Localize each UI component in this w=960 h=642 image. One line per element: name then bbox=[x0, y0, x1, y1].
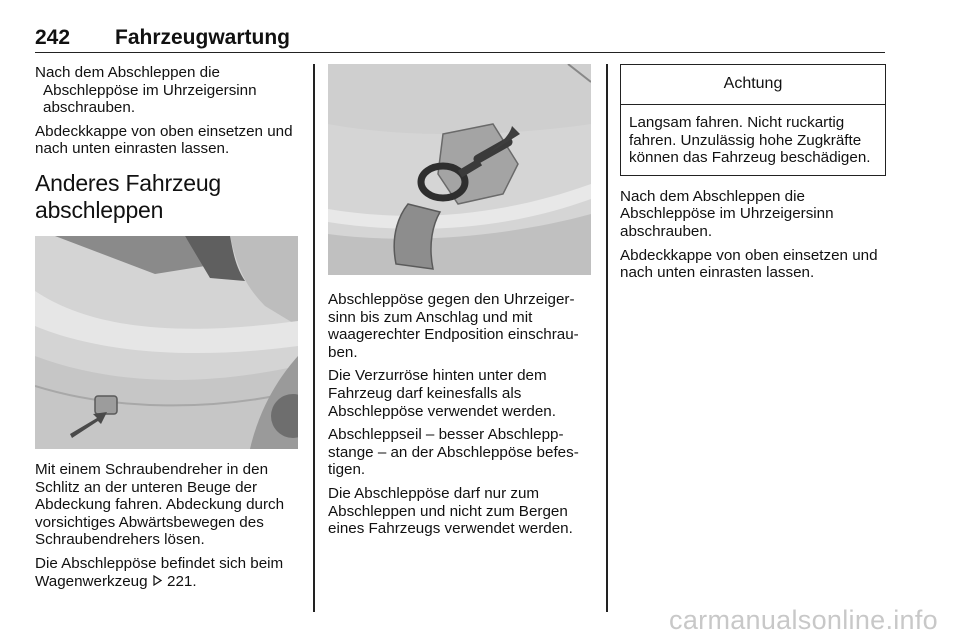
column-left bbox=[35, 64, 300, 596]
section-heading: Anderes Fahrzeug abschleppen bbox=[35, 169, 222, 223]
paragraph-with-reference: Die Abschleppöse befindet sich beim Wagenwerkzeug 221. bbox=[35, 554, 284, 590]
paragraph: Abdeckkappe von oben einsetzen und nach unten einrasten lassen. bbox=[620, 246, 878, 282]
page-number: 242 bbox=[35, 26, 71, 49]
watermark: carmanualsonline.info bbox=[669, 605, 938, 635]
page-reference: 221. bbox=[167, 572, 197, 590]
paragraph: Nach dem Abschleppen die Abschleppöse im Uhrzeigersinn abschrauben. bbox=[35, 64, 257, 117]
column-divider bbox=[606, 64, 608, 612]
paragraph: Abschleppöse gegen den Uhrzeiger-sinn bis zum Anschlag und mit waagerechter Endposition einschrau-ben. bbox=[328, 291, 579, 361]
paragraph: Abschleppseil – besser Abschlepp-stange – an der Abschleppöse befes-tigen. bbox=[328, 426, 579, 479]
page-header bbox=[35, 24, 885, 53]
warning-body bbox=[621, 105, 885, 175]
column-middle bbox=[328, 64, 592, 544]
figure-rear-bumper-cover bbox=[35, 236, 298, 449]
warning-text: Langsam fahren. Nicht ruckartig fahren. Unzulässig hohe Zugkräfte können das Fahrzeug beschädigen. bbox=[629, 114, 871, 167]
paragraph: Die Verzurröse hinten unter dem Fahrzeug darf keinesfalls als Abschleppöse verwendet werden. bbox=[328, 367, 556, 420]
triangle-right-icon bbox=[152, 573, 163, 591]
paragraph: Nach dem Abschleppen die Abschleppöse im Uhrzeigersinn abschrauben. bbox=[620, 187, 834, 240]
chapter-title: Fahrzeugwartung bbox=[115, 26, 291, 49]
column-right bbox=[620, 64, 886, 288]
warning-box bbox=[620, 64, 886, 176]
paragraph: Mit einem Schraubendreher in den Schlitz an der unteren Beuge der Abdeckung fahren. Abdeckung durch vorsichtiges Abwärtsbewegen des Schraubendrehers lösen. bbox=[35, 460, 285, 549]
column-divider bbox=[313, 64, 315, 612]
warning-title: Achtung bbox=[621, 65, 885, 105]
figure-towing-eye bbox=[328, 64, 591, 275]
paragraph: Abdeckkappe von oben einsetzen und nach unten einrasten lassen. bbox=[35, 122, 293, 158]
paragraph: Die Abschleppöse darf nur zum Abschleppen und nicht zum Bergen eines Fahrzeugs verwendet werden. bbox=[328, 484, 573, 538]
